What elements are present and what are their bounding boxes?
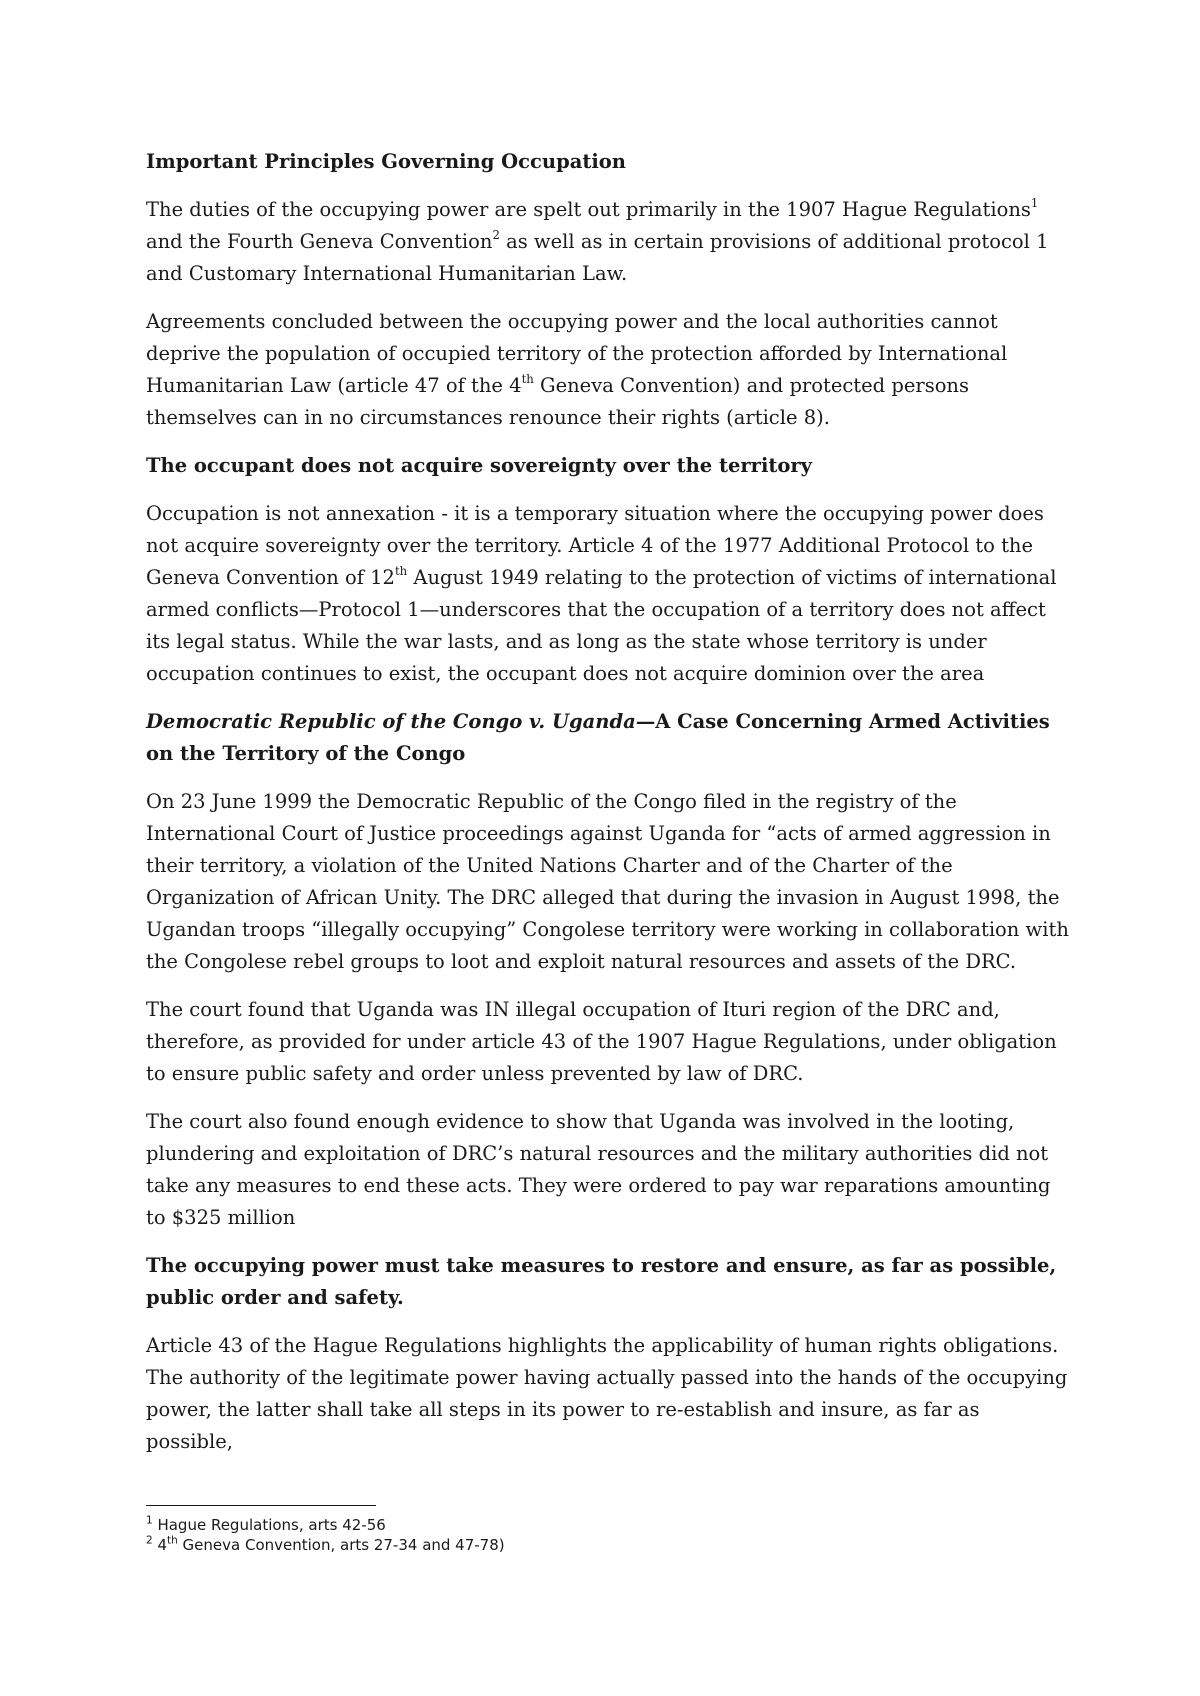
- paragraph-evidence: The court also found enough evidence to show that Uganda was involved in the looting, plundering and exploitation of DRC’s natural resources and the military authorities did not take any measures to end these acts. They were ordered to pay war reparations amounting to $325 million: [146, 1110, 1051, 1229]
- footnote-2-number: 2: [146, 1534, 153, 1547]
- footnote-1-text: Hague Regulations, arts 42-56: [152, 1516, 386, 1534]
- paragraph-article-43: Article 43 of the Hague Regulations highlights the applicability of human rights obligations. The authority of the legitimate power having actually passed into the hands of the occupying power, the latter shall take all steps in its power to re-establish and insure, as far as possible,: [146, 1334, 1068, 1453]
- paragraph-agreements-text-a: Agreements concluded between the occupying power and the local authorities cannot deprive the population of occupied territory of the protection afforded by International Humanitarian Law (article 47 of the 4: [146, 310, 1008, 397]
- footnote-2: [146, 1535, 1046, 1555]
- case-title-rest: —A Case Concerning Armed Activities on the Territory of the Congo: [146, 710, 1050, 765]
- footnote-1: [146, 1515, 1046, 1535]
- paragraph-duties: [146, 194, 1071, 290]
- footnote-2-text: Geneva Convention, arts 27-34 and 47-78): [177, 1536, 505, 1554]
- footnote-ref-2[interactable]: 2: [492, 228, 500, 243]
- footnote-1-number: 1: [146, 1514, 153, 1527]
- footnote-2-ordinal: 4: [152, 1536, 167, 1554]
- ordinal-superscript: th: [167, 1534, 178, 1547]
- document-body: [146, 146, 1071, 1474]
- footnotes: [146, 1515, 1046, 1555]
- ordinal-superscript: th: [521, 372, 534, 387]
- case-name: Democratic Republic of the Congo v. Uganda: [146, 710, 636, 733]
- paragraph-duties-text-a: The duties of the occupying power are spelt out primarily in the 1907 Hague Regulations: [146, 198, 1031, 221]
- footnote-ref-1[interactable]: 1: [1030, 196, 1039, 211]
- paragraph-duties-text-b: and the Fourth Geneva Convention: [146, 230, 493, 253]
- ordinal-superscript: th: [394, 564, 408, 579]
- paragraph-agreements: [146, 306, 1071, 434]
- paragraph-annexation-text-b: August 1949 relating to the protection of victims of international armed conflicts—Protocol 1—underscores that the occupation of a territory does not affect its legal status. While the war lasts, and as long as the state whose territory is under occupation continues to exist, the occupant does not acquire dominion over the area: [146, 566, 1057, 685]
- paragraph-annexation-text-a: Occupation is not annexation - it is a temporary situation where the occupying power does not acquire sovereignty over the territory. Article 4 of the 1977 Additional Protocol to the Geneva Convention of 12: [146, 502, 1044, 589]
- paragraph-annexation: [146, 498, 1071, 690]
- heading-principles: Important Principles Governing Occupation: [146, 150, 626, 173]
- footnote-separator: [146, 1505, 376, 1506]
- paragraph-duties-text-c: as well as in certain provisions of additional protocol 1 and Customary International Humanitarian Law.: [146, 230, 1049, 285]
- paragraph-agreements-text-b: Geneva Convention) and protected persons themselves can in no circumstances renounce their rights (article 8).: [146, 374, 970, 429]
- heading-case: [146, 706, 1071, 770]
- heading-sovereignty: The occupant does not acquire sovereignty over the territory: [146, 454, 812, 477]
- heading-public-order: The occupying power must take measures to restore and ensure, as far as possible, public order and safety.: [146, 1254, 1057, 1309]
- paragraph-court-finding: The court found that Uganda was IN illegal occupation of Ituri region of the DRC and, therefore, as provided for under article 43 of the 1907 Hague Regulations, under obligation to ensure public safety and order unless prevented by law of DRC.: [146, 998, 1057, 1085]
- paragraph-case-filing: On 23 June 1999 the Democratic Republic of the Congo filed in the registry of the International Court of Justice proceedings against Uganda for “acts of armed aggression in their territory, a violation of the United Nations Charter and of the Charter of the Organization of African Unity. The DRC alleged that during the invasion in August 1998, the Ugandan troops “illegally occupying” Congolese territory were working in collaboration with the Congolese rebel groups to loot and exploit natural resources and assets of the DRC.: [146, 790, 1069, 973]
